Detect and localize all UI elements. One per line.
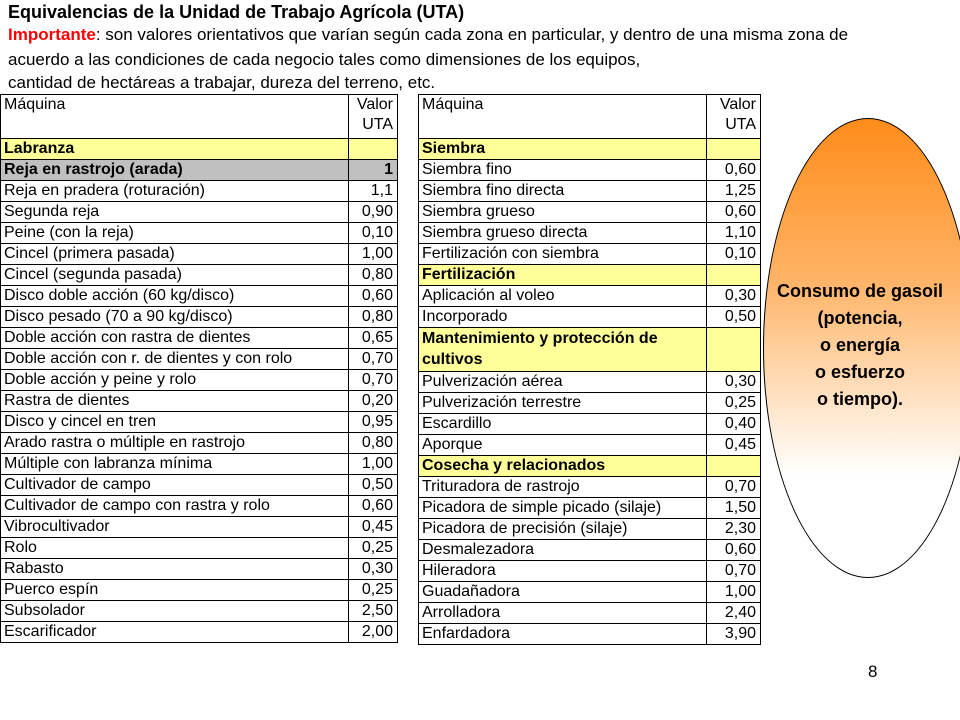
table-row [419,414,761,435]
header-machine: Máquina [419,95,707,138]
machine-cell: Cincel (segunda pasada) [1,265,349,285]
uta-value-cell: 0,60 [349,496,398,516]
table-row [419,202,761,223]
uta-value-cell: 0,25 [349,538,398,558]
uta-value-cell [707,456,761,476]
category-row [1,139,398,160]
machine-cell: Disco y cincel en tren [1,412,349,432]
uta-value-cell: 0,60 [707,202,761,222]
machine-cell: Doble acción con rastra de dientes [1,328,349,348]
machine-cell: Escarificador [1,622,349,642]
uta-value-cell: 2,50 [349,601,398,621]
uta-value-cell: 0,40 [707,414,761,434]
uta-value-cell: 0,45 [349,517,398,537]
table-row [1,412,398,433]
machine-cell: Aplicación al voleo [419,286,707,306]
machine-cell: Pulverización terrestre [419,393,707,413]
table-row [1,622,398,643]
uta-value-cell: 1,00 [349,244,398,264]
header-value-line1: Valor [356,96,393,113]
header-value-line2: UTA [725,116,756,133]
uta-value-cell: 1,00 [707,582,761,602]
category-row [419,139,761,160]
uta-value-cell: 2,30 [707,519,761,539]
uta-value-cell: 0,70 [707,561,761,581]
machine-cell: Rastra de dientes [1,391,349,411]
machine-cell: Subsolador [1,601,349,621]
oval-line: (potencia, [817,308,903,328]
machine-cell: Segunda reja [1,202,349,222]
uta-value-cell: 0,70 [349,349,398,369]
table-row [419,582,761,603]
table-row [1,538,398,559]
machine-cell: Puerco espín [1,580,349,600]
table-row [419,307,761,328]
header-value-line1: Valor [719,96,756,113]
machine-cell: Múltiple con labranza mínima [1,454,349,474]
machine-cell: Picadora de simple picado (silaje) [419,498,707,518]
uta-value-cell: 2,40 [707,603,761,623]
uta-value-cell: 0,70 [349,370,398,390]
machine-cell: Enfardadora [419,624,707,644]
category-row [419,456,761,477]
uta-value-cell: 2,00 [349,622,398,642]
table-row [1,265,398,286]
uta-value-cell: 1,10 [707,223,761,243]
uta-value-cell: 0,60 [707,540,761,560]
uta-value-cell: 0,45 [707,435,761,455]
table-row [1,517,398,538]
oval-caption [745,278,960,413]
table-row [419,519,761,540]
table-row [419,561,761,582]
machine-cell: Arado rastra o múltiple en rastrojo [1,433,349,453]
table-row [1,433,398,454]
table-row [1,244,398,265]
table-row [419,624,761,645]
machine-cell: Cincel (primera pasada) [1,244,349,264]
table-row [419,244,761,265]
table-row [1,307,398,328]
uta-value-cell: 1,50 [707,498,761,518]
table-row [1,160,398,181]
table-row [1,601,398,622]
machine-cell: Siembra grueso [419,202,707,222]
machine-cell: Mantenimiento y protección de cultivos [419,328,707,371]
oval-line: o tiempo). [817,389,903,409]
machine-cell: Doble acción y peine y rolo [1,370,349,390]
machine-cell: Trituradora de rastrojo [419,477,707,497]
machine-cell: Cultivador de campo con rastra y rolo [1,496,349,516]
table-row [419,435,761,456]
uta-value-cell: 0,90 [349,202,398,222]
uta-value-cell [707,139,761,159]
table-row [419,393,761,414]
uta-value-cell: 1,25 [707,181,761,201]
table-row [1,580,398,601]
header-value [707,95,761,138]
uta-value-cell: 0,30 [707,286,761,306]
machine-cell: Reja en rastrojo (arada) [1,160,349,180]
machine-cell: Rolo [1,538,349,558]
uta-value-cell: 0,50 [349,475,398,495]
uta-value-cell: 0,25 [707,393,761,413]
table-row [1,496,398,517]
machine-cell: Peine (con la reja) [1,223,349,243]
left-table [0,94,398,643]
oval-line: o energía [819,335,901,355]
table-row [419,181,761,202]
table-row [419,477,761,498]
machine-cell: Escardillo [419,414,707,434]
uta-value-cell: 0,80 [349,433,398,453]
table-row [419,372,761,393]
machine-cell: Disco doble acción (60 kg/disco) [1,286,349,306]
uta-value-cell: 0,70 [707,477,761,497]
machine-cell: Incorporado [419,307,707,327]
intro-line-1 [8,24,958,46]
machine-cell: Reja en pradera (roturación) [1,181,349,201]
uta-value-cell: 0,25 [349,580,398,600]
header-value-line2: UTA [362,116,393,133]
table-row [1,223,398,244]
table-row [419,498,761,519]
important-label: Importante [8,25,96,44]
table-header [1,95,398,139]
uta-value-cell: 0,80 [349,307,398,327]
machine-cell: Fertilización con siembra [419,244,707,264]
table-header [419,95,761,139]
oval-line: Consumo de gasoil [776,281,944,301]
machine-cell: Cosecha y relacionados [419,456,707,476]
machine-cell: Siembra fino [419,160,707,180]
table-row [1,559,398,580]
machine-cell: Siembra grueso directa [419,223,707,243]
machine-cell: Aporque [419,435,707,455]
intro-line-2: acuerdo a las condiciones de cada negocio tales como dimensiones de los equipos, [8,50,641,69]
uta-value-cell: 0,30 [349,559,398,579]
uta-value-cell: 0,60 [707,160,761,180]
uta-value-cell: 0,60 [349,286,398,306]
page-number: 8 [868,662,878,681]
table-row [419,603,761,624]
table-row [419,286,761,307]
machine-cell: Siembra [419,139,707,159]
uta-value-cell [349,139,398,159]
table-row [1,328,398,349]
machine-cell: Siembra fino directa [419,181,707,201]
intro-text-1: : son valores orientativos que varían según cada zona en particular, y dentro de una misma zona de [95,25,849,44]
machine-cell: Pulverización aérea [419,372,707,392]
machine-cell: Rabasto [1,559,349,579]
machine-cell: Cultivador de campo [1,475,349,495]
intro-line-3: cantidad de hectáreas a trabajar, dureza del terreno, etc. [8,73,436,92]
table-row [1,391,398,412]
uta-value-cell: 0,50 [707,307,761,327]
table-row [419,223,761,244]
machine-cell: Doble acción con r. de dientes y con rolo [1,349,349,369]
machine-cell: Disco pesado (70 a 90 kg/disco) [1,307,349,327]
machine-cell: Desmalezadora [419,540,707,560]
table-row [1,454,398,475]
machine-cell: Fertilización [419,265,707,285]
uta-value-cell: 3,90 [707,624,761,644]
uta-value-cell: 0,80 [349,265,398,285]
table-row [1,286,398,307]
machine-cell: Picadora de precisión (silaje) [419,519,707,539]
table-row [1,202,398,223]
machine-cell: Hileradora [419,561,707,581]
table-row [419,540,761,561]
table-row [1,370,398,391]
table-row [419,160,761,181]
uta-value-cell: 0,10 [349,223,398,243]
machine-cell: Guadañadora [419,582,707,602]
right-table [418,94,761,645]
uta-value-cell: 1,00 [349,454,398,474]
page-title: Equivalencias de la Unidad de Trabajo Agrícola (UTA) [8,2,465,22]
category-row [419,265,761,286]
uta-value-cell: 0,10 [707,244,761,264]
uta-value-cell: 1,1 [349,181,398,201]
table-row [1,349,398,370]
category-row [419,328,761,372]
uta-value-cell: 0,65 [349,328,398,348]
machine-cell: Vibrocultivador [1,517,349,537]
table-row [1,181,398,202]
header-machine: Máquina [1,95,349,138]
machine-cell: Arrolladora [419,603,707,623]
uta-value-cell: 0,30 [707,372,761,392]
table-row [1,475,398,496]
header-value [349,95,398,138]
oval-line: o esfuerzo [814,362,906,382]
uta-value-cell: 0,20 [349,391,398,411]
uta-value-cell: 0,95 [349,412,398,432]
machine-cell: Labranza [1,139,349,159]
uta-value-cell: 1 [349,160,398,180]
